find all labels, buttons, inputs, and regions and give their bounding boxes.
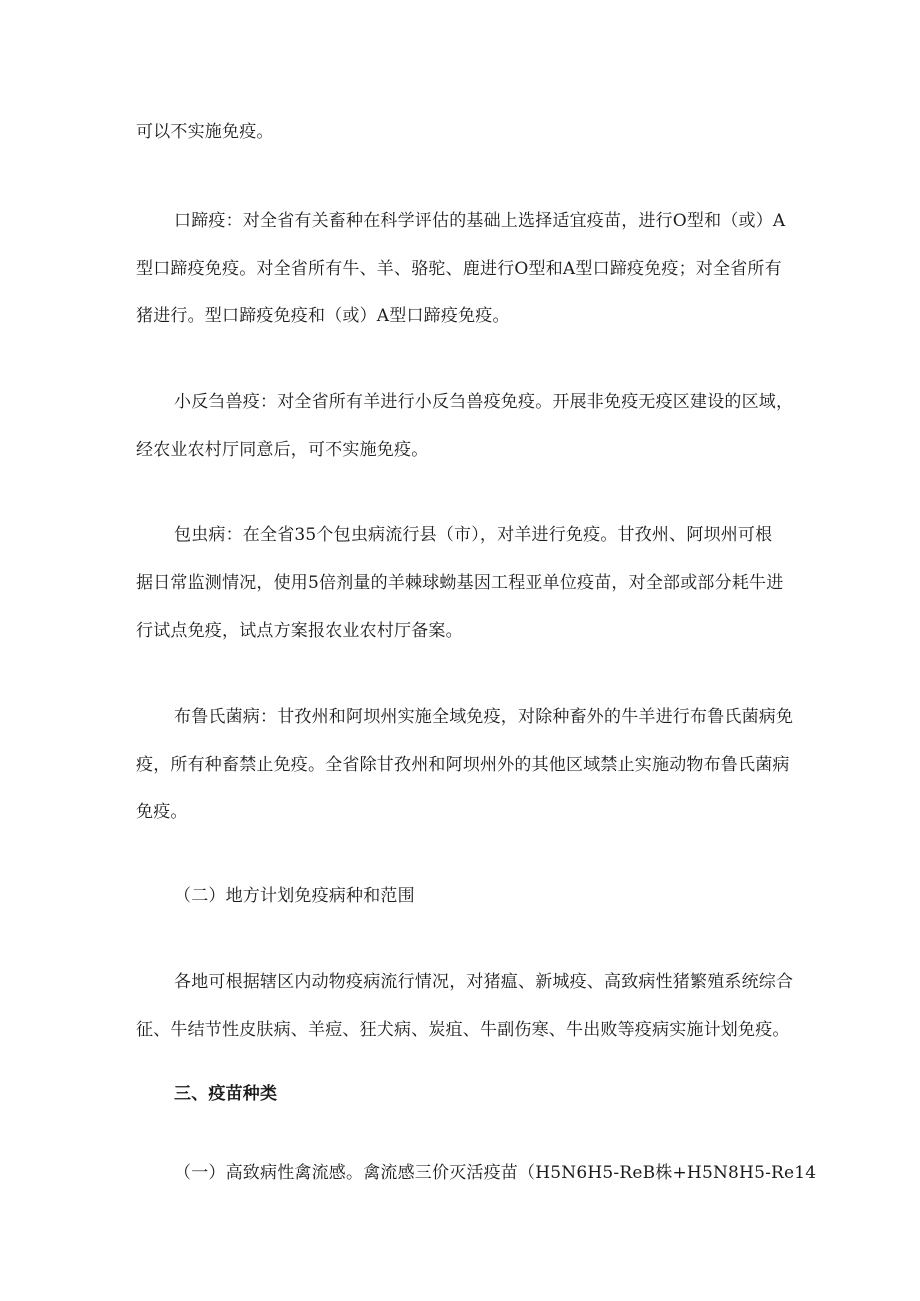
ppr-paragraph-line-2: 经农业农村厅同意后，可不实施免疫。 [136,440,429,460]
brucellosis-paragraph-line-1: 布鲁氏菌病：甘孜州和阿坝州实施全域免疫，对除种畜外的牛羊进行布鲁氏菌病免 [174,707,794,727]
local-plan-paragraph-line-2: 征、牛结节性皮肤病、羊痘、狂犬病、炭疽、牛副伤寒、牛出败等疫病实施计划免疫。 [136,1020,790,1040]
local-plan-paragraph-line-1: 各地可根据辖区内动物疫病流行情况，对猪瘟、新城疫、高致病性猪繁殖系统综合 [174,972,794,992]
ppr-paragraph-line-1: 小反刍兽疫：对全省所有羊进行小反刍兽疫免疫。开展非免疫无疫区建设的区域， [174,392,794,412]
echinococcosis-paragraph-line-1: 包虫病：在全省35个包虫病流行县（市），对羊进行免疫。甘孜州、阿坝州可根 [174,525,773,545]
section-subheading-local-plan: （二）地方计划免疫病种和范围 [174,886,415,906]
brucellosis-paragraph-line-2: 疫，所有种畜禁止免疫。全省除甘孜州和阿坝州外的其他区域禁止实施动物布鲁氏菌病 [136,755,790,775]
brucellosis-paragraph-line-3: 免疫。 [136,802,188,822]
echinococcosis-paragraph-line-2: 据日常监测情况，使用5倍剂量的羊棘球蚴基因工程亚单位疫苗，对全部或部分耗牛进 [136,573,784,593]
echinococcosis-paragraph-line-3: 行试点免疫，试点方案报农业农村厅备案。 [136,621,463,641]
fmd-paragraph-line-1: 口蹄疫：对全省有关畜种在科学评估的基础上选择适宜疫苗，进行O型和（或）A [174,211,786,231]
section-heading-vaccine-types: 三、疫苗种类 [174,1084,278,1104]
paragraph-continuation-line: 可以不实施免疫。 [136,122,274,142]
fmd-paragraph-line-3: 猪进行。型口蹄疫免疫和（或）A型口蹄疫免疫。 [136,306,510,326]
fmd-paragraph-line-2: 型口蹄疫免疫。对全省所有牛、羊、骆驼、鹿进行O型和A型口蹄疫免疫；对全省所有 [136,259,782,279]
avian-influenza-paragraph-line-1: （一）高致病性禽流感。禽流感三价灭活疫苗（H5N6H5-ReB株+H5N8H5-Re14 [174,1163,817,1183]
